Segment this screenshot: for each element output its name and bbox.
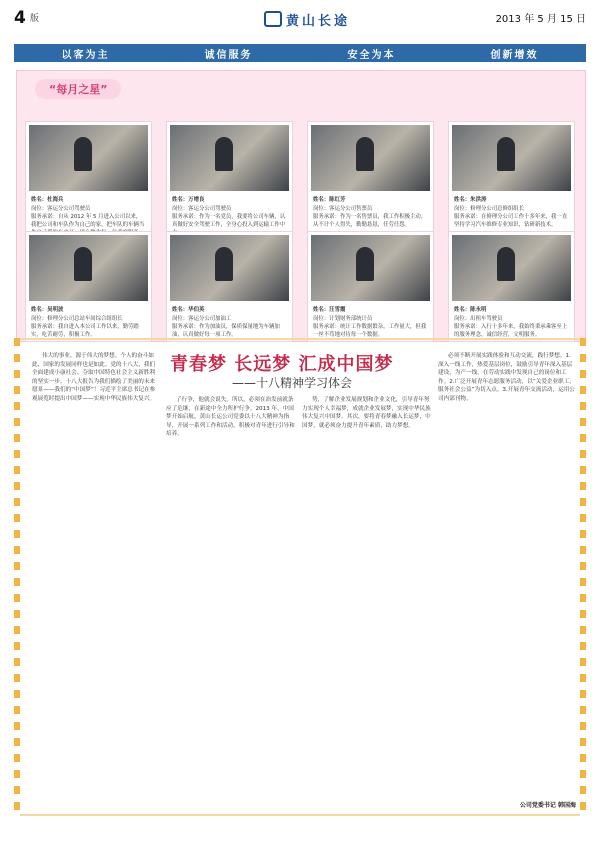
page-number: 4: [14, 8, 26, 28]
article-column-4: 必须不断开展实践体验和互动交流，践行梦想。1.深入一线工作，热爱基层岗位，鼓励引导青年深入基层建设，为产一线，在劳动实践中发现自己的岗位和工作。2.广泛开展青年志愿服务活动，以“关爱企业职工，服务社会公益”为切入点。3.开展青年交流活动，运用公司内部刊物。: [438, 353, 575, 402]
star-post: 岗位：计划财务部统计员: [313, 316, 373, 322]
star-post: 岗位：修理分公司总修组组长: [454, 206, 525, 212]
star-of-month-panel: [16, 70, 586, 342]
slogan-2: 诚信服务: [204, 49, 253, 61]
star-pledge: 服务承诺：在修理分公司工作十多年来，我一直坚持学习汽车维修专业知识，钻研新技术。: [454, 214, 568, 228]
star-pledge: 服务承诺：我自进入本公司工作以来，勤劳踏实，吃苦耐劳，积极工作。: [31, 324, 139, 338]
star-card: [307, 121, 434, 232]
page-suffix: 版: [30, 14, 40, 24]
star-card: [25, 231, 152, 342]
star-name: 姓名：华伯英: [172, 307, 205, 313]
star-name: 姓名：朱洪涛: [454, 197, 487, 203]
star-card: [448, 121, 575, 232]
star-card: [307, 231, 434, 342]
border-ornament-right: [580, 338, 586, 816]
slogan-3: 安全为本: [347, 49, 396, 61]
star-post: 岗位：客运分公司驾驶员: [172, 206, 232, 212]
article-subtitle: ——十八精神学习体会: [232, 376, 353, 390]
article-title: 青春梦 长远梦 汇成中国梦: [170, 354, 394, 375]
star-name: 姓名：陈红芳: [313, 197, 346, 203]
article-column-1: 伟大的事业，源于伟大的梦想。个人的奋斗如此，国家的发展同样也是如此。党的十八大，我们全面建成小康社会、夺取中国特色社会主义新胜利的坚实一步。十八大报告为我们描绘了美丽的未来愿景——我们的“中国梦”！习近平主席总书记在参观展览时提出中国梦——实现中华民族伟大复兴。: [32, 353, 156, 402]
article-column-3: 势，了解企业发展规划和企业文化，引导青年努力实现个人幸福梦，成就企业发展梦，实现中华民族伟大复兴中国梦。其次，要将青春梦融入长运梦，中国梦，就必须奋力提升青年素质，助力梦想。: [302, 397, 431, 429]
star-pledge: 服务承诺：作为加油员，保质保量地为车辆加油，认真做好每一项工作。: [172, 324, 280, 338]
article-signature: 公司党委书记 韩国海: [519, 802, 576, 809]
star-card: [25, 121, 152, 240]
star-card: [166, 231, 293, 342]
star-post: 岗位：客运分公司驾驶员: [31, 206, 91, 212]
star-name: 姓名：万增良: [172, 197, 205, 203]
slogan-bar: [14, 44, 586, 62]
star-pledge: 服务承诺：统计工作数据繁杂，工作量大，但我一丝不苟地对待每一个数据。: [313, 324, 427, 338]
star-name: 姓名：陈永明: [454, 307, 487, 313]
star-photo: [452, 235, 571, 301]
star-photo: [311, 235, 430, 301]
logo-icon: [264, 11, 282, 27]
star-pledge: 服务承诺：入行十多年来，我始终秉承乘客至上的服务理念，诚信经营，文明服务。: [454, 324, 568, 338]
star-post: 岗位：客运分公司售票员: [313, 206, 373, 212]
star-name: 姓名：吴明波: [31, 307, 64, 313]
newspaper-logo: 黄山长途: [264, 10, 350, 29]
star-photo: [29, 125, 148, 191]
star-post: 岗位：客运分公司加油工: [172, 316, 232, 322]
star-post: 岗位：出租车驾驶员: [454, 316, 503, 322]
star-name: 姓名：杜海兵: [31, 197, 64, 203]
star-pledge: 服务承诺：作为一名售票员，我工作积极主动，从不计个人得失，勤勤恳恳，任劳任怨。: [313, 214, 427, 228]
star-post: 岗位：修理分公司总站车间综合组组长: [31, 316, 123, 322]
star-photo: [311, 125, 430, 191]
star-photo: [170, 235, 289, 301]
section-title: “每月之星”: [35, 79, 121, 99]
star-photo: [452, 125, 571, 191]
star-pledge: 服务承诺：作为一名党员，我要将公司车辆，认真做好安全驾驶工作，全身心投入到运输工作中: [172, 214, 286, 228]
issue-date: 2013 年 5 月 15 日: [495, 14, 586, 25]
star-name: 姓名：汪雪霞: [313, 307, 346, 313]
star-card: [448, 231, 575, 342]
article-column-2: 了行争，他就会说失。所以，必须在治发前就条应了危继，在新途中全力所护行争。2013 年，中国梦开始启航，黄山长运公司党委以十八大精神为指导，开展一系列工作和活动，积极对青年进行引导和培养。: [166, 397, 295, 438]
star-card: [166, 121, 293, 240]
slogan-1: 以客为主: [61, 49, 110, 61]
star-photo: [170, 125, 289, 191]
article-frame: [14, 338, 586, 816]
border-ornament-left: [14, 338, 20, 816]
star-pledge: 服务承诺：自从 2012 年 5 月进入公司以来，我把公司和车队作为自己的家，把车队的车辆当: [31, 214, 145, 228]
star-photo: [29, 235, 148, 301]
slogan-4: 创新增效: [490, 49, 539, 61]
page-header: [14, 8, 586, 42]
